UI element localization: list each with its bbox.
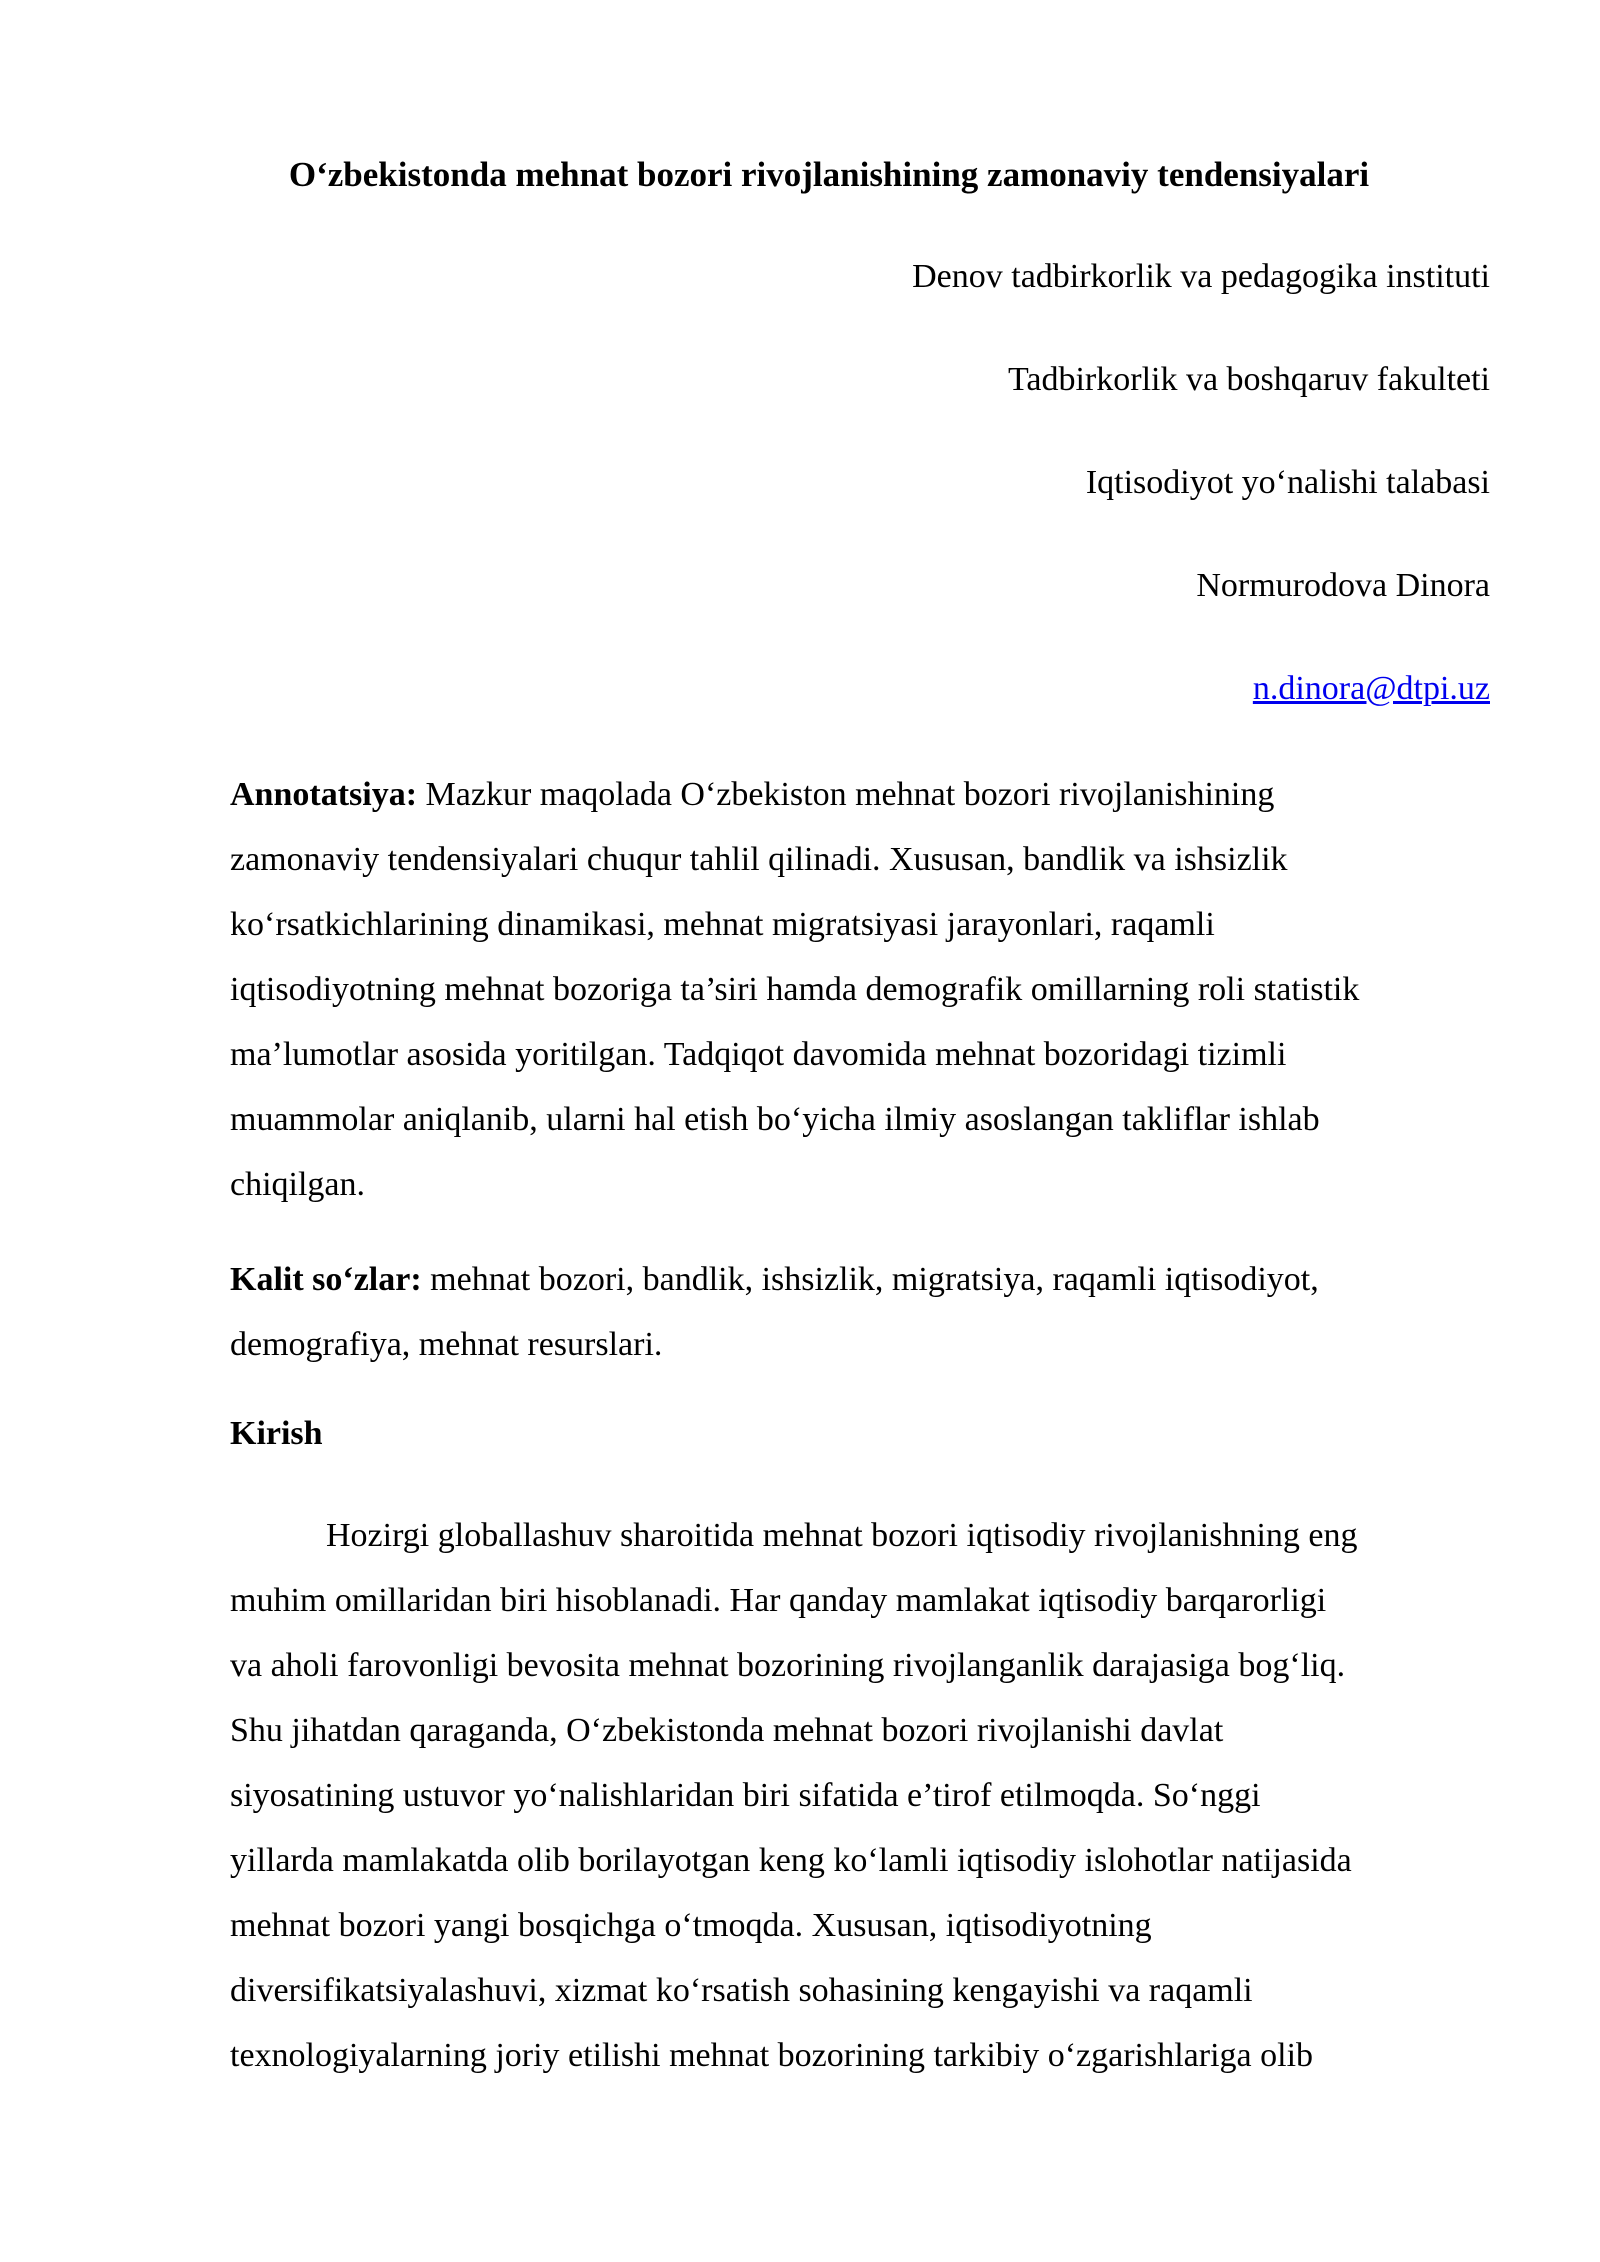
annotation-line: ma’lumotlar asosida yoritilgan. Tadqiqot davomida mehnat bozoridagi tizimli [230, 1036, 1287, 1073]
annotation-text: Mazkur maqolada O‘zbekiston mehnat bozori rivojlanishining [417, 776, 1275, 813]
introduction-line: Shu jihatdan qaraganda, O‘zbekistonda mehnat bozori rivojlanishi davlat [230, 1712, 1224, 1749]
keywords-line [230, 1247, 1490, 1312]
author-email-link[interactable]: n.dinora@dtpi.uz [1252, 670, 1490, 707]
annotation-line: chiqilgan. [230, 1166, 366, 1203]
introduction-paragraph [230, 1503, 1490, 2088]
keywords-text: mehnat bozori, bandlik, ishsizlik, migratsiya, raqamli iqtisodiyot, [421, 1261, 1319, 1298]
introduction-line [230, 1503, 1490, 1568]
introduction-line: yillarda mamlakatda olib borilayotgan keng ko‘lamli iqtisodiy islohotlar natijasida [230, 1842, 1352, 1879]
introduction-line: va aholi farovonligi bevosita mehnat bozorining rivojlanganlik darajasiga bog‘liq. [230, 1647, 1346, 1684]
institute-name: Denov tadbirkorlik va pedagogika instituti [912, 258, 1490, 295]
annotation-line: iqtisodiyotning mehnat bozoriga ta’siri hamda demografik omillarning roli statistik [230, 971, 1360, 1008]
annotation-line: muammolar aniqlanib, ularni hal etish bo‘yicha ilmiy asoslangan takliflar ishlab [230, 1101, 1320, 1138]
annotation-line: ko‘rsatkichlarining dinamikasi, mehnat migratsiyasi jarayonlari, raqamli [230, 906, 1215, 943]
introduction-line: texnologiyalarning joriy etilishi mehnat bozorining tarkibiy o‘zgarishlariga olib [230, 2037, 1314, 2074]
introduction-line: diversifikatsiyalashuvi, xizmat ko‘rsatish sohasining kengayishi va raqamli [230, 1972, 1253, 2009]
introduction-text: Hozirgi globallashuv sharoitida mehnat bozori iqtisodiy rivojlanishning eng [326, 1517, 1358, 1554]
email-line [230, 664, 1490, 714]
introduction-line: muhim omillaridan biri hisoblanadi. Har qanday mamlakat iqtisodiy barqarorligi [230, 1582, 1327, 1619]
keywords-line: demografiya, mehnat resurslari. [230, 1326, 663, 1363]
annotation-line [230, 762, 1490, 827]
author-name: Normurodova Dinora [1196, 567, 1490, 604]
paper-title: O‘zbekistonda mehnat bozori rivojlanishining zamonaviy tendensiyalari [288, 155, 1370, 194]
keywords-label: Kalit so‘zlar: [230, 1261, 422, 1298]
introduction-heading: Kirish [230, 1415, 323, 1452]
keywords-paragraph [230, 1247, 1490, 1377]
faculty-name: Tadbirkorlik va boshqaruv fakulteti [1008, 361, 1490, 398]
author-status: Iqtisodiyot yo‘nalishi talabasi [1085, 464, 1490, 501]
annotation-paragraph [230, 762, 1490, 1217]
annotation-line: zamonaviy tendensiyalari chuqur tahlil qilinadi. Xususan, bandlik va ishsizlik [230, 841, 1288, 878]
introduction-line: mehnat bozori yangi bosqichga o‘tmoqda. Xususan, iqtisodiyotning [230, 1907, 1152, 1944]
introduction-line: siyosatining ustuvor yo‘nalishlaridan biri sifatida e’tirof etilmoqda. So‘nggi [230, 1777, 1261, 1814]
document-page [230, 150, 1490, 2088]
annotation-label: Annotatsiya: [230, 776, 418, 813]
